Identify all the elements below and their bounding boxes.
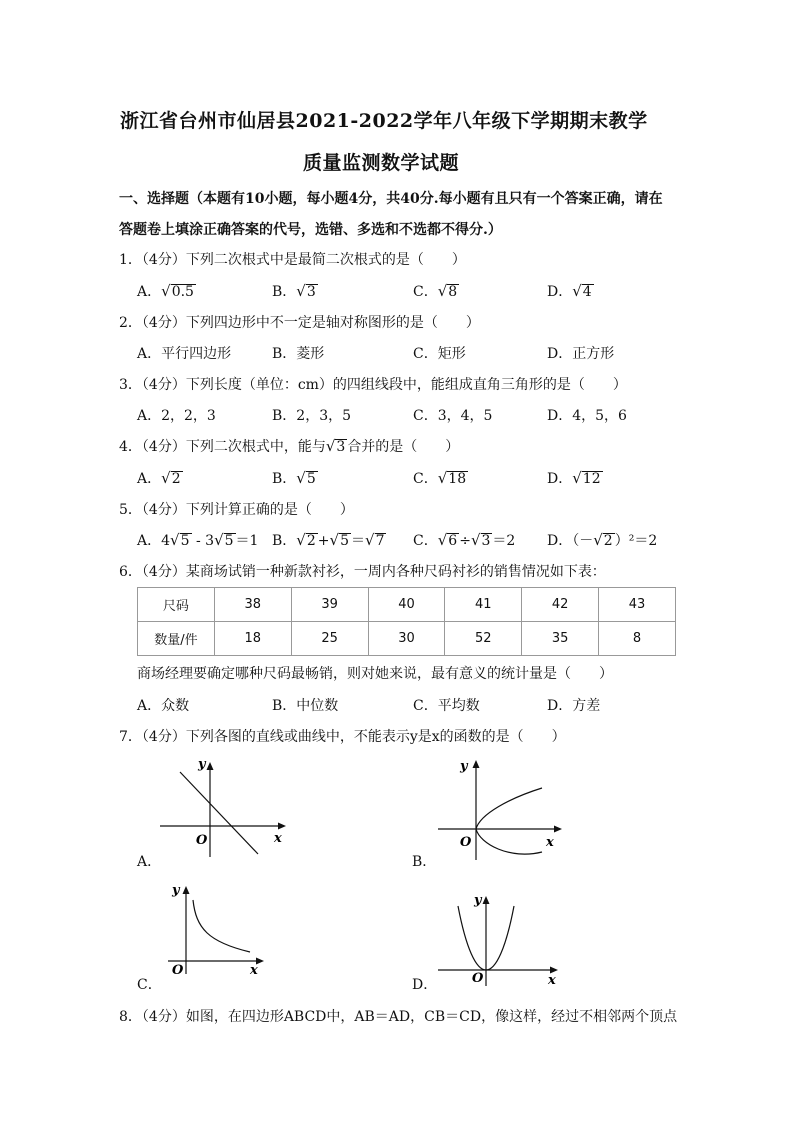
- table-cell: 39: [291, 588, 368, 622]
- q4-option-c: C．√18: [413, 469, 467, 487]
- q2-stem: 2．（4分）下列四边形中不一定是轴对称图形的是（ ）: [119, 315, 480, 331]
- q5-stem: 5．（4分）下列计算正确的是（ ）: [119, 502, 354, 518]
- x-axis-label: x: [250, 963, 258, 978]
- q4-option-b: B．√5: [272, 469, 316, 487]
- q3-option-a: A．2，2，3: [137, 408, 216, 424]
- section-heading-line-1: 一、选择题（本题有10小题，每小题4分，共40分.每小题有且只有一个答案正确，请在: [119, 191, 663, 207]
- table-cell: 52: [445, 622, 522, 656]
- x-axis-label: x: [546, 835, 554, 850]
- q3-option-b: B．2，3，5: [272, 408, 352, 424]
- table-cell: 42: [522, 588, 599, 622]
- table-row-sizes: [138, 588, 676, 622]
- origin-label: O: [472, 971, 484, 986]
- origin-label: O: [172, 963, 184, 978]
- section-heading-line-2: 答题卷上填涂正确答案的代号，选错、多选和不选都不得分.）: [119, 222, 502, 238]
- q5-option-c: C．√6 ÷√3 ＝2: [413, 531, 516, 549]
- q1-stem: 1．（4分）下列二次根式中是最简二次根式的是（ ）: [119, 252, 466, 268]
- q4-stem: 4．（4分）下列二次根式中，能与√3 合并的是（ ）: [119, 437, 460, 455]
- y-axis-label: y: [460, 759, 468, 774]
- q7-option-a-label: A．: [137, 854, 162, 870]
- q1-option-a: A．√0.5: [137, 282, 194, 300]
- q3-option-c: C．3，4，5: [413, 408, 493, 424]
- y-axis-label: y: [172, 883, 180, 898]
- table-cell: 38: [214, 588, 291, 622]
- q1-option-c: C．√8: [413, 282, 458, 300]
- q6-followup: 商场经理要确定哪种尺码最畅销，则对她来说，最有意义的统计量是（ ）: [137, 666, 613, 682]
- table-row-counts: [138, 622, 676, 656]
- q6-option-c: C．平均数: [413, 698, 480, 714]
- y-axis-label: y: [198, 757, 206, 772]
- q1-option-d: D．√4: [547, 282, 592, 300]
- title-line-1: 浙江省台州市仙居县2021-2022学年八年级下学期期末教学: [120, 110, 648, 132]
- table-row-label: 尺码: [138, 588, 215, 622]
- q6-sales-table: [137, 587, 676, 656]
- q4-option-d: D．√12: [547, 469, 601, 487]
- q7-graph-a: [150, 752, 290, 862]
- table-cell: 18: [214, 622, 291, 656]
- q7-graph-d: [430, 888, 570, 988]
- table-cell: 25: [291, 622, 368, 656]
- origin-label: O: [196, 833, 208, 848]
- q6-stem: 6．（4分）某商场试销一种新款衬衫，一周内各种尺码衬衫的销售情况如下表：: [119, 564, 606, 580]
- q6-option-d: D．方差: [547, 698, 601, 714]
- q3-option-d: D．4，5，6: [547, 408, 627, 424]
- q7-stem: 7．（4分）下列各图的直线或曲线中，不能表示y是x的函数的是（ ）: [119, 729, 566, 745]
- q2-option-a: A．平行四边形: [137, 346, 232, 362]
- q2-option-b: B．菱形: [272, 346, 325, 362]
- q7-graph-b: [430, 752, 570, 862]
- table-row-label: 数量/件: [138, 622, 215, 656]
- title-line-2: 质量监测数学试题: [303, 152, 460, 174]
- origin-label: O: [460, 835, 472, 850]
- q5-option-b: B．√2 +√5 ＝√7: [272, 531, 385, 549]
- q2-option-c: C．矩形: [413, 346, 466, 362]
- table-cell: 8: [599, 622, 676, 656]
- table-cell: 35: [522, 622, 599, 656]
- x-axis-label: x: [274, 831, 282, 846]
- q6-option-b: B．中位数: [272, 698, 339, 714]
- q7-graph-c: [160, 878, 280, 978]
- q8-stem: 8．（4分）如图，在四边形ABCD中，AB＝AD，CB＝CD，像这样，经过不相邻两个顶点: [119, 1009, 678, 1025]
- q1-option-b: B．√3: [272, 282, 316, 300]
- table-cell: 40: [368, 588, 445, 622]
- q2-option-d: D．正方形: [547, 346, 615, 362]
- q5-option-d: D．（－√2 ）²＝2: [547, 531, 658, 549]
- q6-option-a: A．众数: [137, 698, 190, 714]
- q3-stem: 3．（4分）下列长度（单位：cm）的四组线段中，能组成直角三角形的是（ ）: [119, 377, 627, 393]
- x-axis-label: x: [548, 973, 556, 988]
- q5-option-a: A．4√5 - 3√5 ＝1: [137, 531, 259, 549]
- table-cell: 43: [599, 588, 676, 622]
- q7-option-d-label: D．: [412, 977, 438, 993]
- q4-option-a: A．√2: [137, 469, 181, 487]
- y-axis-label: y: [474, 893, 482, 908]
- q7-option-c-label: C．: [137, 977, 162, 993]
- q7-option-b-label: B．: [412, 854, 437, 870]
- table-cell: 41: [445, 588, 522, 622]
- table-cell: 30: [368, 622, 445, 656]
